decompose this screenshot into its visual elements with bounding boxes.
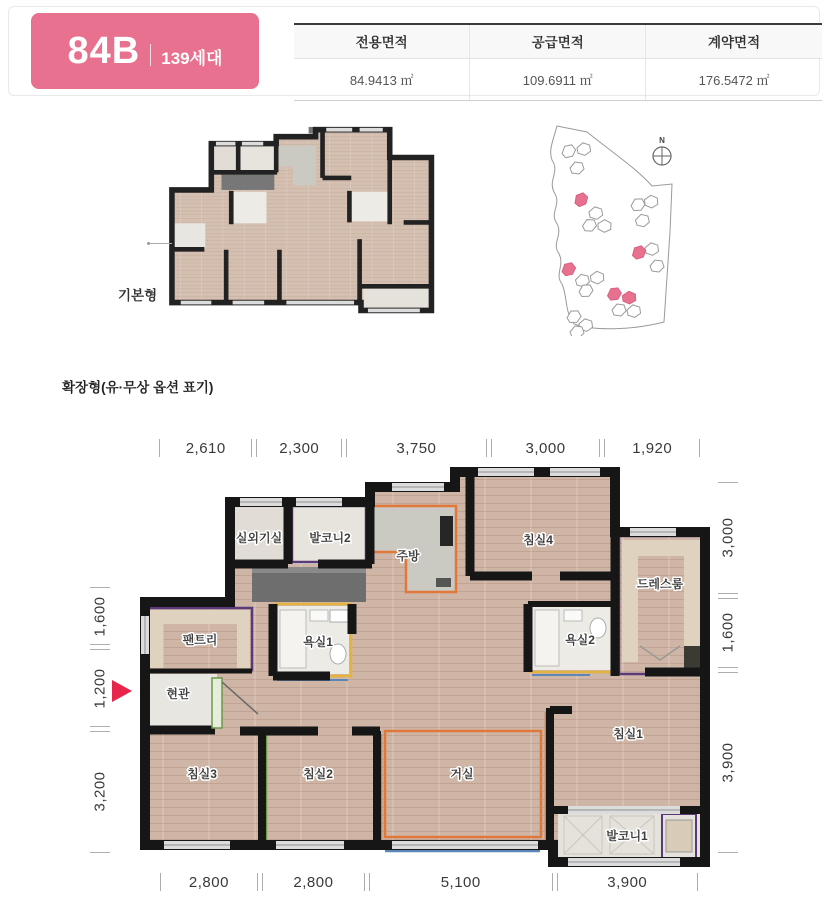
room-label-bedroom1: 침실1 xyxy=(613,727,643,741)
room-label-bedroom2: 침실2 xyxy=(303,767,333,781)
dim-bottom-1: 2,800 xyxy=(160,873,258,891)
value-exclusive-area: 84.9413 ㎡ xyxy=(294,58,470,100)
unit-households: 139세대 xyxy=(161,48,223,68)
dim-bottom-3: 5,100 xyxy=(369,873,553,891)
area-table-value-row xyxy=(294,58,822,100)
dim-top-1: 2,610 xyxy=(159,439,252,457)
dim-right-1: 3,000 xyxy=(718,482,738,594)
col-supply-area: 공급면적 xyxy=(470,24,646,58)
entry-arrow-icon xyxy=(112,680,132,702)
dim-top-2: 2,300 xyxy=(256,439,342,457)
header xyxy=(8,6,820,96)
room-label-pantry: 팬트리 xyxy=(182,633,218,647)
basic-plan-label: 기본형 xyxy=(118,288,158,303)
thumb-plan xyxy=(172,127,432,312)
dimensions-top xyxy=(157,436,702,460)
room-label-bedroom3: 침실3 xyxy=(187,767,217,781)
expanded-floorplan xyxy=(108,464,712,868)
room-label-bath2: 욕실2 xyxy=(565,633,595,647)
dim-bottom-4: 3,900 xyxy=(557,873,699,891)
area-table-header-row xyxy=(294,24,822,58)
area-table xyxy=(294,23,822,101)
room-label-balcony1: 발코니1 xyxy=(606,829,648,843)
dim-left-3: 3,200 xyxy=(90,731,110,853)
dim-right-3: 3,900 xyxy=(718,672,738,853)
room-label-kitchen: 주방 xyxy=(396,549,420,563)
basic-entry-marker xyxy=(150,243,172,244)
basic-floorplan-thumbnail xyxy=(168,126,440,316)
col-contract-area: 계약면적 xyxy=(646,24,822,58)
site-map xyxy=(512,114,707,336)
unit-code: 84B xyxy=(67,29,141,72)
dimensions-bottom xyxy=(158,870,700,894)
expanded-plan-title: 확장형(유·무상 옵션 표기) xyxy=(62,380,214,395)
dim-right-2: 1,600 xyxy=(718,598,738,668)
value-contract-area: 176.5472 ㎡ xyxy=(646,58,822,100)
compass-icon xyxy=(653,136,671,165)
col-exclusive-area: 전용면적 xyxy=(294,24,470,58)
unit-type-badge xyxy=(31,13,259,89)
badge-divider xyxy=(150,44,151,66)
compass-label: N xyxy=(659,136,665,145)
dim-left-1: 1,600 xyxy=(90,587,110,645)
room-label-bedroom4: 침실4 xyxy=(523,533,553,547)
room-label-outdoor-unit: 실외기실 xyxy=(235,531,283,545)
dim-left-2: 1,200 xyxy=(90,649,110,727)
room-label-dressroom: 드레스룸 xyxy=(636,577,684,591)
room-label-living: 거실 xyxy=(450,767,474,781)
dim-top-5: 1,920 xyxy=(604,439,700,457)
dim-top-4: 3,000 xyxy=(491,439,601,457)
dimensions-right xyxy=(718,480,740,855)
room-label-balcony2: 발코니2 xyxy=(309,531,351,545)
dim-top-3: 3,750 xyxy=(346,439,487,457)
room-label-bath1: 욕실1 xyxy=(303,635,333,649)
room-label-entrance: 현관 xyxy=(166,687,190,701)
value-supply-area: 109.6911 ㎡ xyxy=(470,58,646,100)
dim-bottom-2: 2,800 xyxy=(262,873,365,891)
